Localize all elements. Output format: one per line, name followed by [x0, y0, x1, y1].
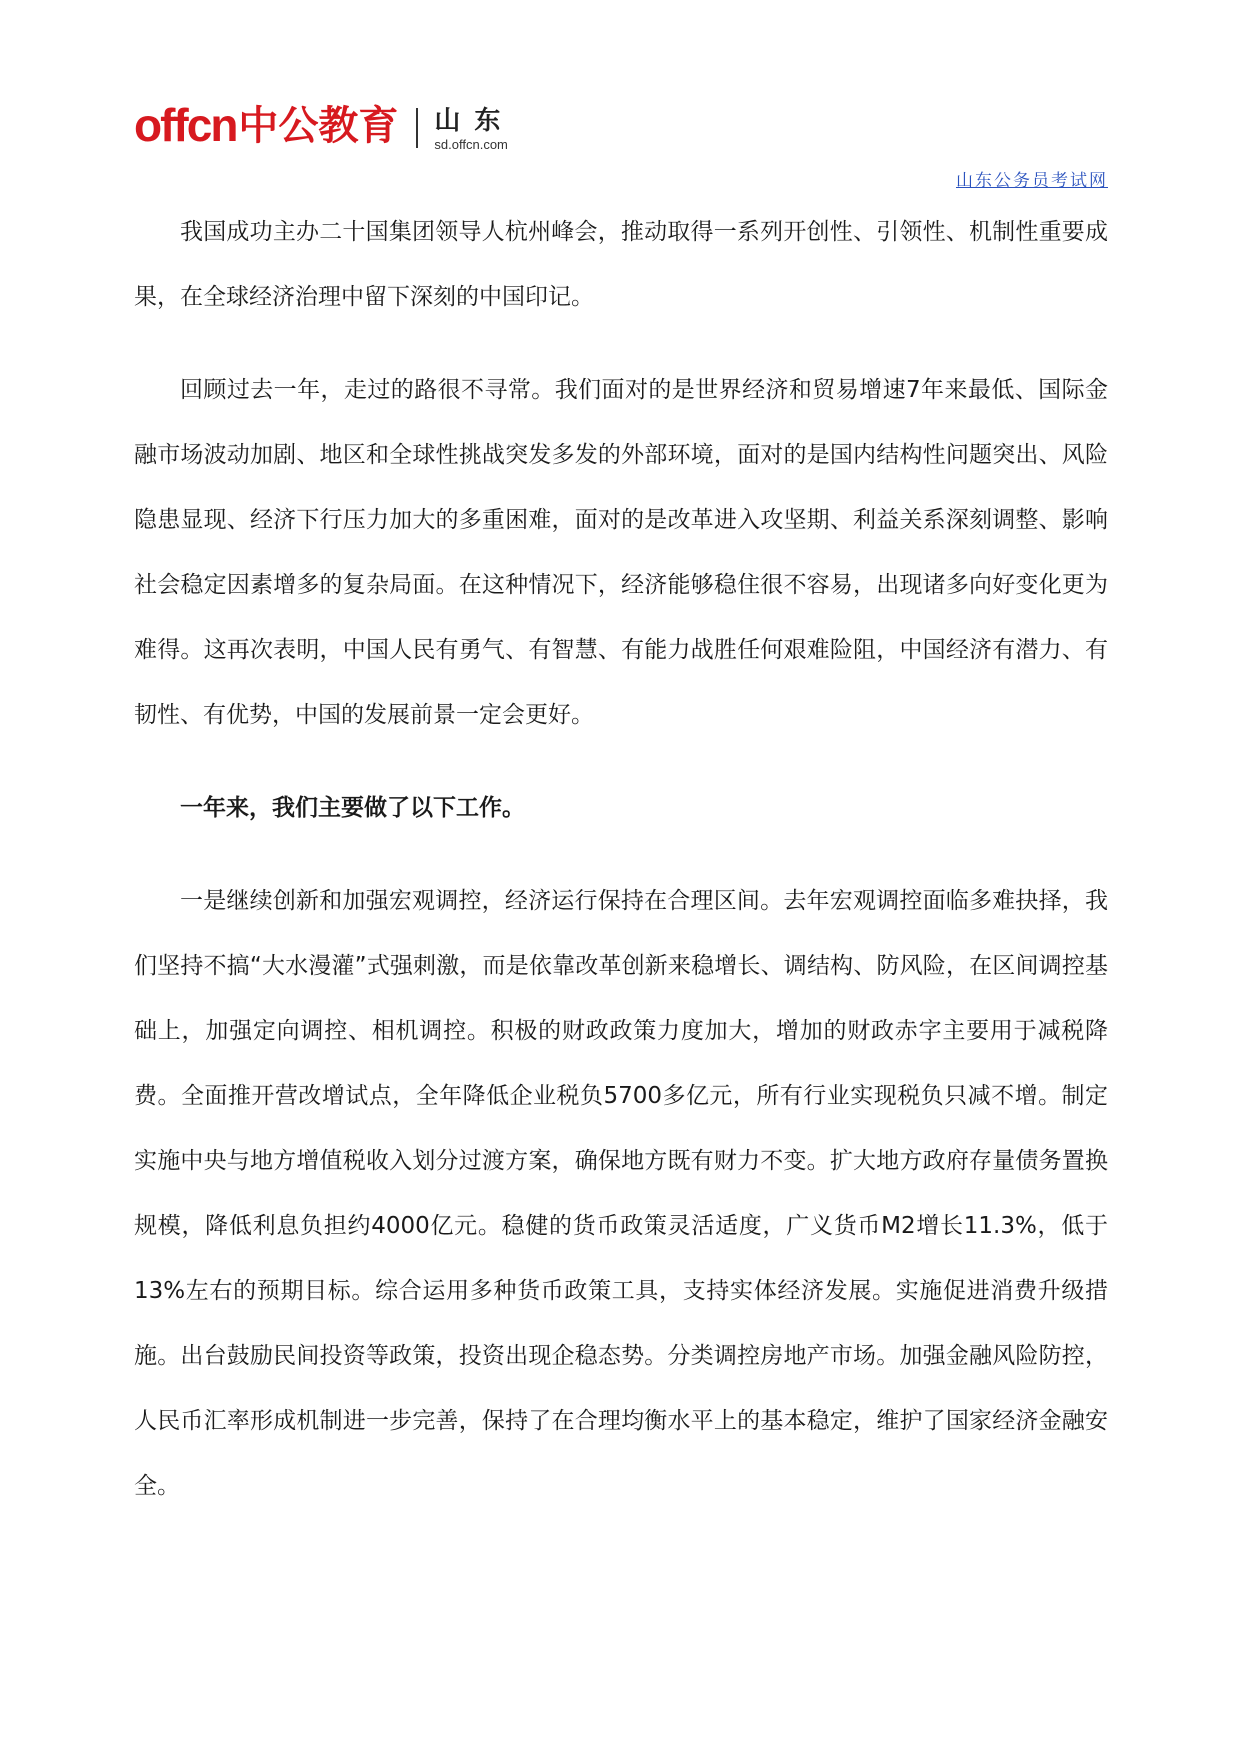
- logo-region: [434, 107, 514, 158]
- logo-region-url: sd.offcn.com: [434, 136, 508, 152]
- paragraph-3: 一是继续创新和加强宏观调控，经济运行保持在合理区间。去年宏观调控面临多难抉择，我们坚持不搞“大水漫灌”式强刺激，而是依靠改革创新来稳增长、调结构、防风险，在区间调控基础上，加强定向调控、相机调控。积极的财政政策力度加大，增加的财政赤字主要用于减税降费。全面推开营改增试点，全年降低企业税负5700多亿元，所有行业实现税负只减不增。制定实施中央与地方增值税收入划分过渡方案，确保地方既有财力不变。扩大地方政府存量债务置换规模，降低利息负担约4000亿元。稳健的货币政策灵活适度，广义货币M2增长11.3%，低于13%左右的预期目标。综合运用多种货币政策工具，支持实体经济发展。实施促进消费升级措施。出台鼓励民间投资等政策，投资出现企稳态势。分类调控房地产市场。加强金融风险防控，人民币汇率形成机制进一步完善，保持了在合理均衡水平上的基本稳定，维护了国家经济金融安全。: [134, 888, 1108, 1499]
- document-body: [134, 200, 1108, 1519]
- offcn-logo: [134, 88, 514, 158]
- page-header: [134, 88, 1114, 168]
- logo-brand-text: 中公教育: [238, 103, 399, 149]
- site-link[interactable]: 山东公务员考试网: [956, 171, 1108, 191]
- section-heading: 一年来，我们主要做了以下工作。: [180, 795, 525, 821]
- paragraph-1: 我国成功主办二十国集团领导人杭州峰会，推动取得一系列开创性、引领性、机制性重要成果，在全球经济治理中留下深刻的中国印记。: [134, 219, 1108, 310]
- logo-offcn-text: offcn: [134, 99, 237, 151]
- logo-region-name: 山东: [434, 106, 515, 137]
- paragraph-2: 回顾过去一年，走过的路很不寻常。我们面对的是世界经济和贸易增速7年来最低、国际金融市场波动加剧、地区和全球性挑战突发多发的外部环境，面对的是国内结构性问题突出、风险隐患显现、经济下行压力加大的多重困难，面对的是改革进入攻坚期、利益关系深刻调整、影响社会稳定因素增多的复杂局面。在这种情况下，经济能够稳住很不容易，出现诸多向好变化更为难得。这再次表明，中国人民有勇气、有智慧、有能力战胜任何艰难险阻，中国经济有潜力、有韧性、有优势，中国的发展前景一定会更好。: [134, 377, 1108, 728]
- logo-divider: [416, 108, 418, 148]
